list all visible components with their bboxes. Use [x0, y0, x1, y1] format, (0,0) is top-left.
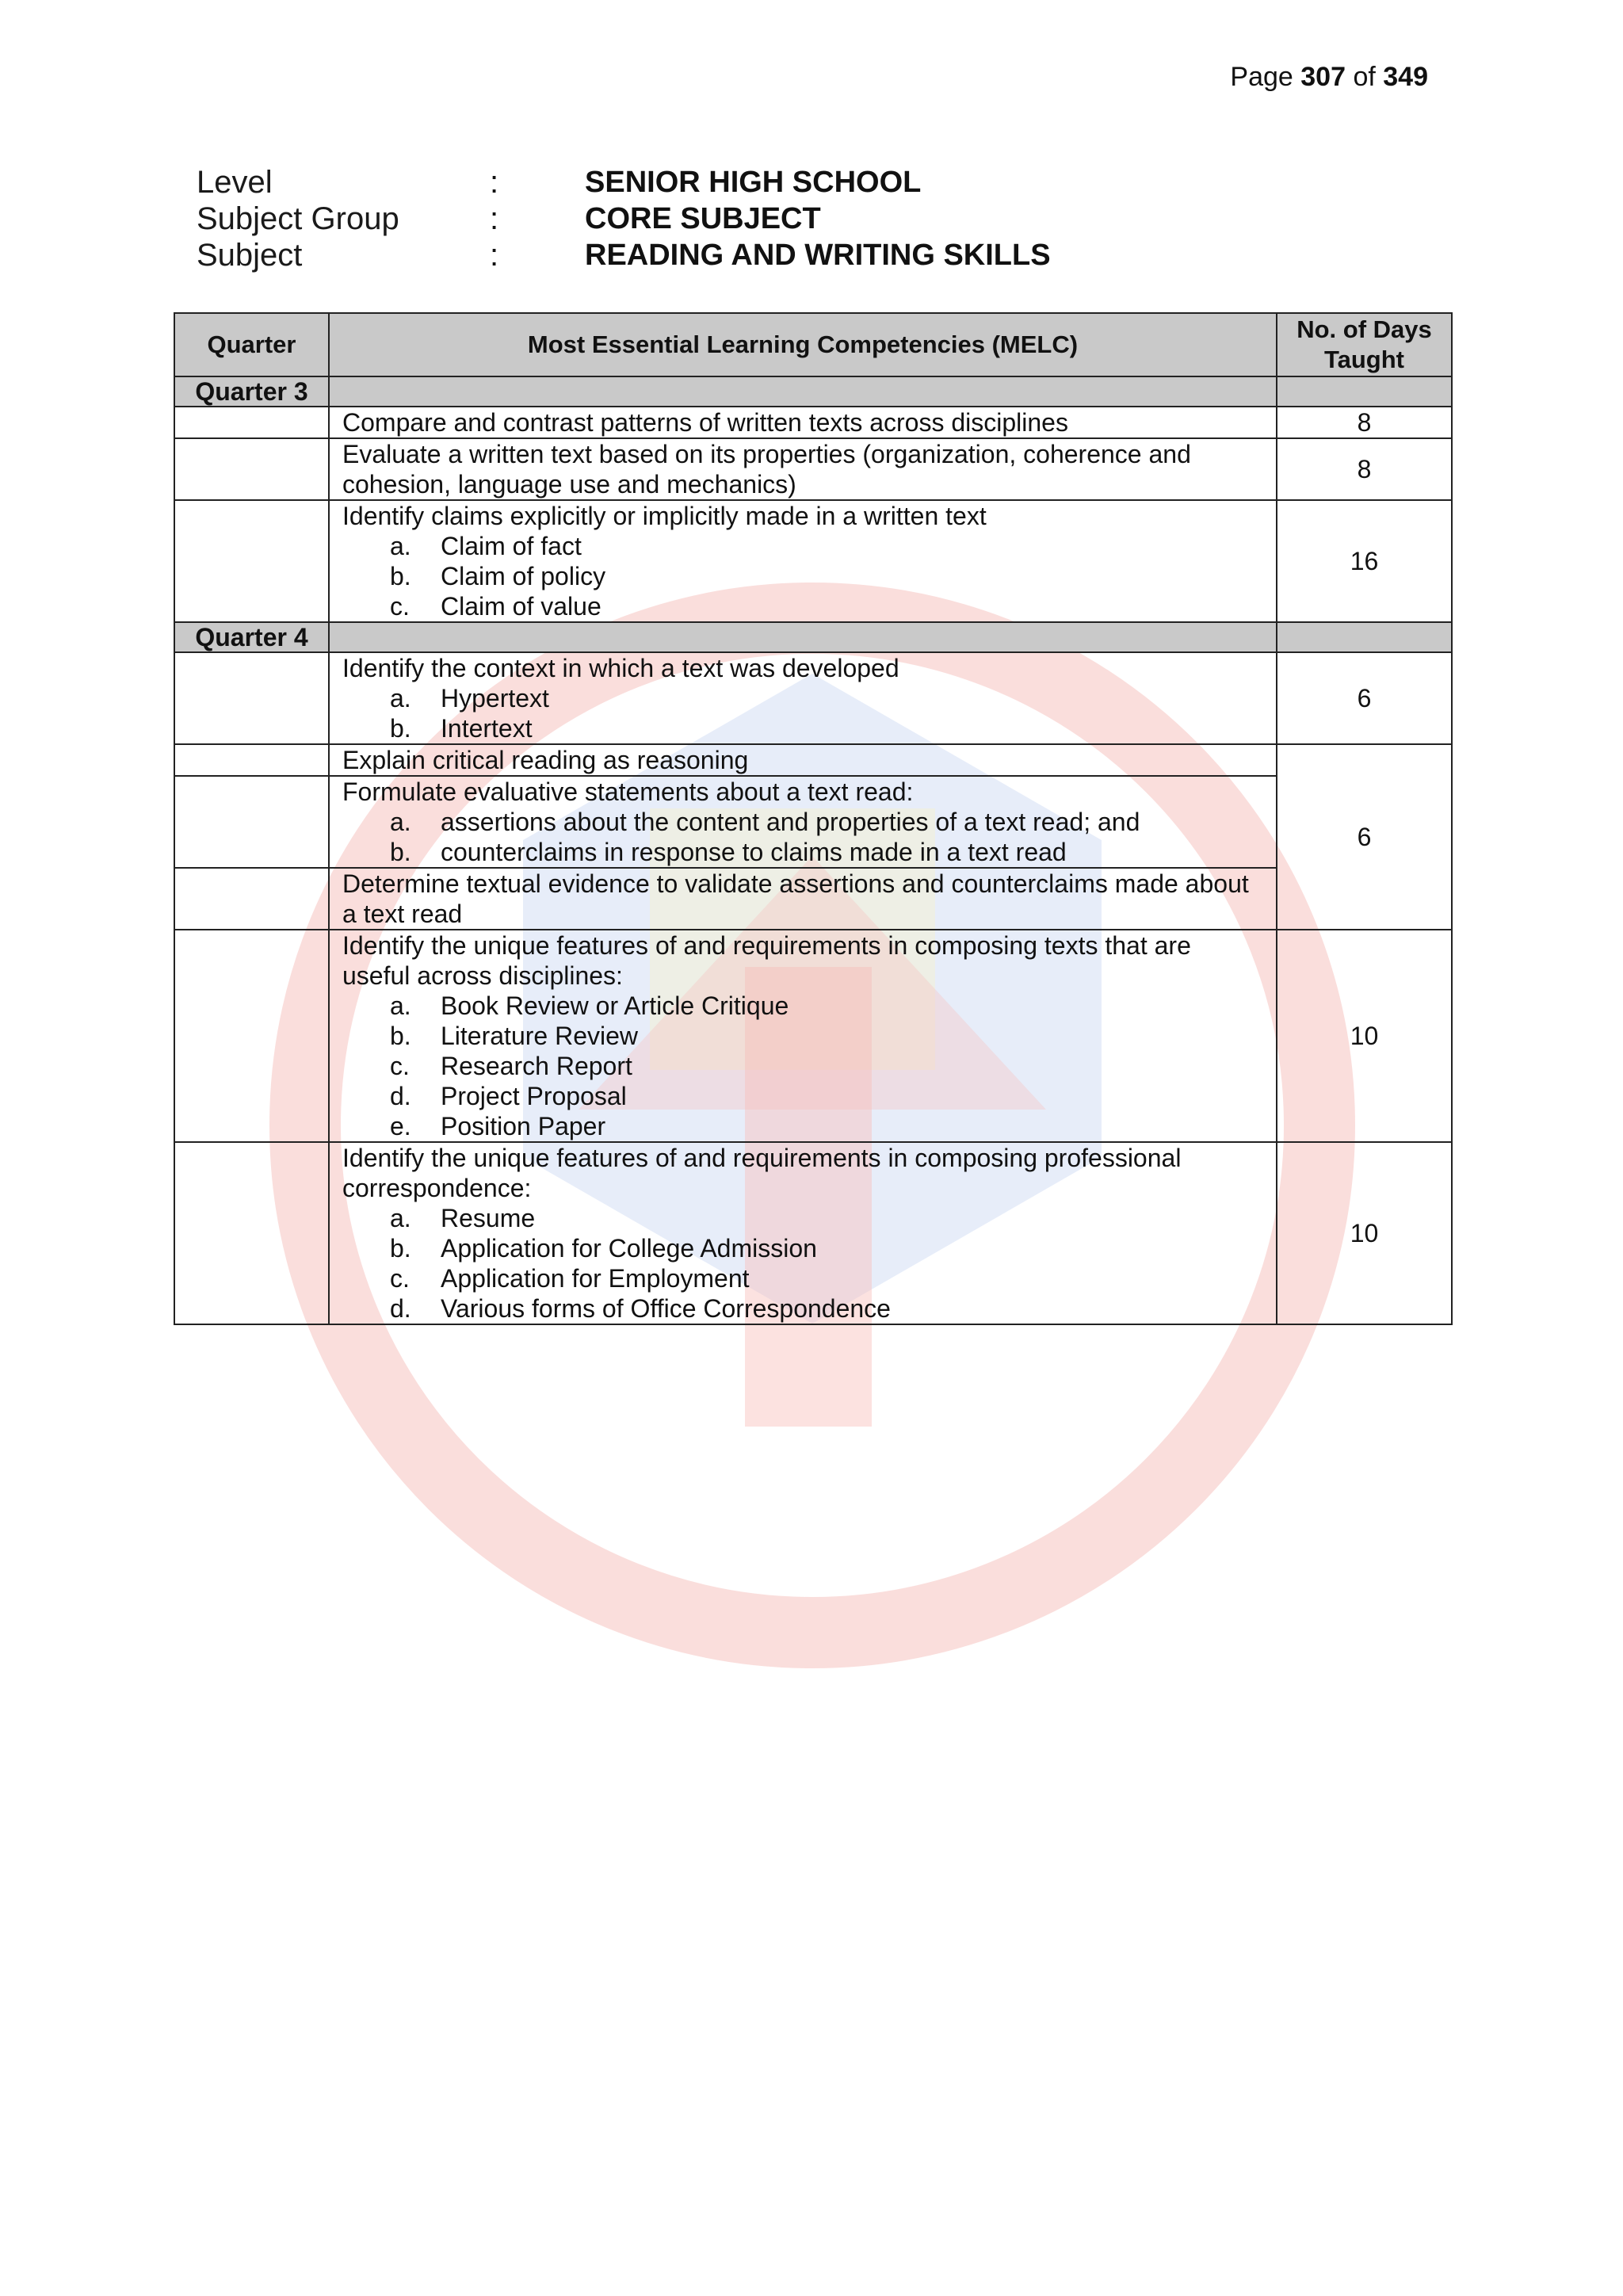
page-number: [1230, 62, 1428, 93]
competency: Compare and contrast patterns of written texts across disciplines: [329, 407, 1277, 438]
list-item: [390, 561, 1263, 591]
quarter-row: [174, 622, 1452, 652]
list-item: [390, 1263, 1263, 1293]
item-letter: a.: [390, 532, 411, 560]
page-total: 349: [1383, 62, 1428, 92]
meta-row-subject-group: [197, 201, 1051, 237]
item-text: Application for College Admission: [441, 1234, 817, 1263]
quarter-label: Quarter 4: [174, 622, 329, 652]
table-row: [174, 407, 1452, 438]
list-item: [390, 1233, 1263, 1263]
meta-label: Subject Group: [197, 201, 399, 236]
subject-meta: [197, 164, 1051, 273]
item-letter: b.: [390, 838, 411, 866]
quarter-row: [174, 376, 1452, 407]
item-letter: a.: [390, 808, 411, 836]
list-item: [390, 1293, 1263, 1324]
list-item: [390, 807, 1263, 837]
sub-items: [342, 991, 1263, 1141]
table-header-row: [174, 313, 1452, 376]
page-prefix: Page: [1230, 62, 1293, 92]
header-melc: Most Essential Learning Competencies (MELC): [329, 313, 1277, 376]
list-item: [390, 683, 1263, 713]
table-row: [174, 776, 1452, 868]
table-row: [174, 868, 1452, 930]
table-row: [174, 438, 1452, 500]
days-taught: 10: [1277, 1142, 1452, 1324]
list-item: [390, 591, 1263, 621]
item-text: Claim of fact: [441, 532, 582, 560]
item-text: Application for Employment: [441, 1264, 750, 1293]
quarter-label: Quarter 3: [174, 376, 329, 407]
item-text: Various forms of Office Correspondence: [441, 1294, 891, 1323]
item-text: counterclaims in response to claims made in a text read: [441, 838, 1067, 866]
header-quarter: Quarter: [174, 313, 329, 376]
days-taught: 6: [1277, 652, 1452, 744]
days-taught: 8: [1277, 407, 1452, 438]
item-text: Intertext: [441, 714, 533, 743]
item-letter: b.: [390, 1022, 411, 1050]
competency: [329, 930, 1277, 1142]
list-item: [390, 837, 1263, 867]
list-item: [390, 713, 1263, 743]
table-row: [174, 744, 1452, 776]
list-item: [390, 1051, 1263, 1081]
item-text: Book Review or Article Critique: [441, 991, 789, 1020]
sub-items: [342, 1203, 1263, 1324]
table-row: [174, 930, 1452, 1142]
competency: Determine textual evidence to validate assertions and counterclaims made about a text read: [329, 868, 1277, 930]
item-letter: a.: [390, 1204, 411, 1232]
item-letter: e.: [390, 1112, 411, 1140]
item-letter: b.: [390, 1234, 411, 1263]
meta-label: Level: [197, 165, 273, 200]
competency-text: Formulate evaluative statements about a text read:: [342, 777, 914, 806]
item-letter: b.: [390, 714, 411, 743]
item-letter: d.: [390, 1294, 411, 1323]
table-row: [174, 1142, 1452, 1324]
table-row: [174, 652, 1452, 744]
sub-items: [342, 683, 1263, 743]
days-taught: 16: [1277, 500, 1452, 622]
competency: [329, 1142, 1277, 1324]
competency-text: Identify the unique features of and requirements in composing texts that are useful across disciplines:: [342, 931, 1191, 990]
competency: [329, 776, 1277, 868]
melc-table: [174, 312, 1453, 1325]
item-text: Research Report: [441, 1052, 632, 1080]
item-letter: c.: [390, 1264, 410, 1293]
header-days: No. of Days Taught: [1277, 313, 1452, 376]
days-taught: 6: [1277, 744, 1452, 930]
page-current: 307: [1300, 62, 1346, 92]
sub-items: [342, 807, 1263, 867]
item-letter: a.: [390, 684, 411, 712]
table-row: [174, 500, 1452, 622]
list-item: [390, 531, 1263, 561]
item-text: Claim of policy: [441, 562, 606, 590]
item-text: assertions about the content and properties of a text read; and: [441, 808, 1140, 836]
competency-text: Identify the unique features of and requirements in composing professional correspondence:: [342, 1144, 1182, 1202]
page-of: of: [1353, 62, 1376, 92]
list-item: [390, 991, 1263, 1021]
meta-colon: :: [490, 201, 499, 236]
days-taught: 8: [1277, 438, 1452, 500]
item-letter: d.: [390, 1082, 411, 1110]
meta-label: Subject: [197, 238, 303, 273]
meta-colon: :: [490, 238, 499, 273]
item-letter: c.: [390, 1052, 410, 1080]
meta-row-subject: [197, 237, 1051, 273]
item-letter: a.: [390, 991, 411, 1020]
meta-value: READING AND WRITING SKILLS: [585, 239, 1051, 272]
item-letter: b.: [390, 562, 411, 590]
days-taught: 10: [1277, 930, 1452, 1142]
item-letter: c.: [390, 592, 410, 621]
sub-items: [342, 531, 1263, 621]
list-item: [390, 1021, 1263, 1051]
competency: [329, 500, 1277, 622]
list-item: [390, 1203, 1263, 1233]
item-text: Resume: [441, 1204, 536, 1232]
item-text: Claim of value: [441, 592, 601, 621]
list-item: [390, 1111, 1263, 1141]
competency: Explain critical reading as reasoning: [329, 744, 1277, 776]
meta-value: SENIOR HIGH SCHOOL: [585, 166, 922, 199]
competency: Evaluate a written text based on its properties (organization, coherence and cohesion, language use and mechanics): [329, 438, 1277, 500]
competency: [329, 652, 1277, 744]
meta-colon: :: [490, 165, 499, 200]
meta-value: CORE SUBJECT: [585, 202, 821, 235]
meta-row-level: [197, 164, 1051, 201]
item-text: Position Paper: [441, 1112, 606, 1140]
item-text: Hypertext: [441, 684, 549, 712]
item-text: Project Proposal: [441, 1082, 627, 1110]
list-item: [390, 1081, 1263, 1111]
item-text: Literature Review: [441, 1022, 638, 1050]
competency-text: Identify claims explicitly or implicitly made in a written text: [342, 502, 987, 530]
competency-text: Identify the context in which a text was developed: [342, 654, 899, 682]
